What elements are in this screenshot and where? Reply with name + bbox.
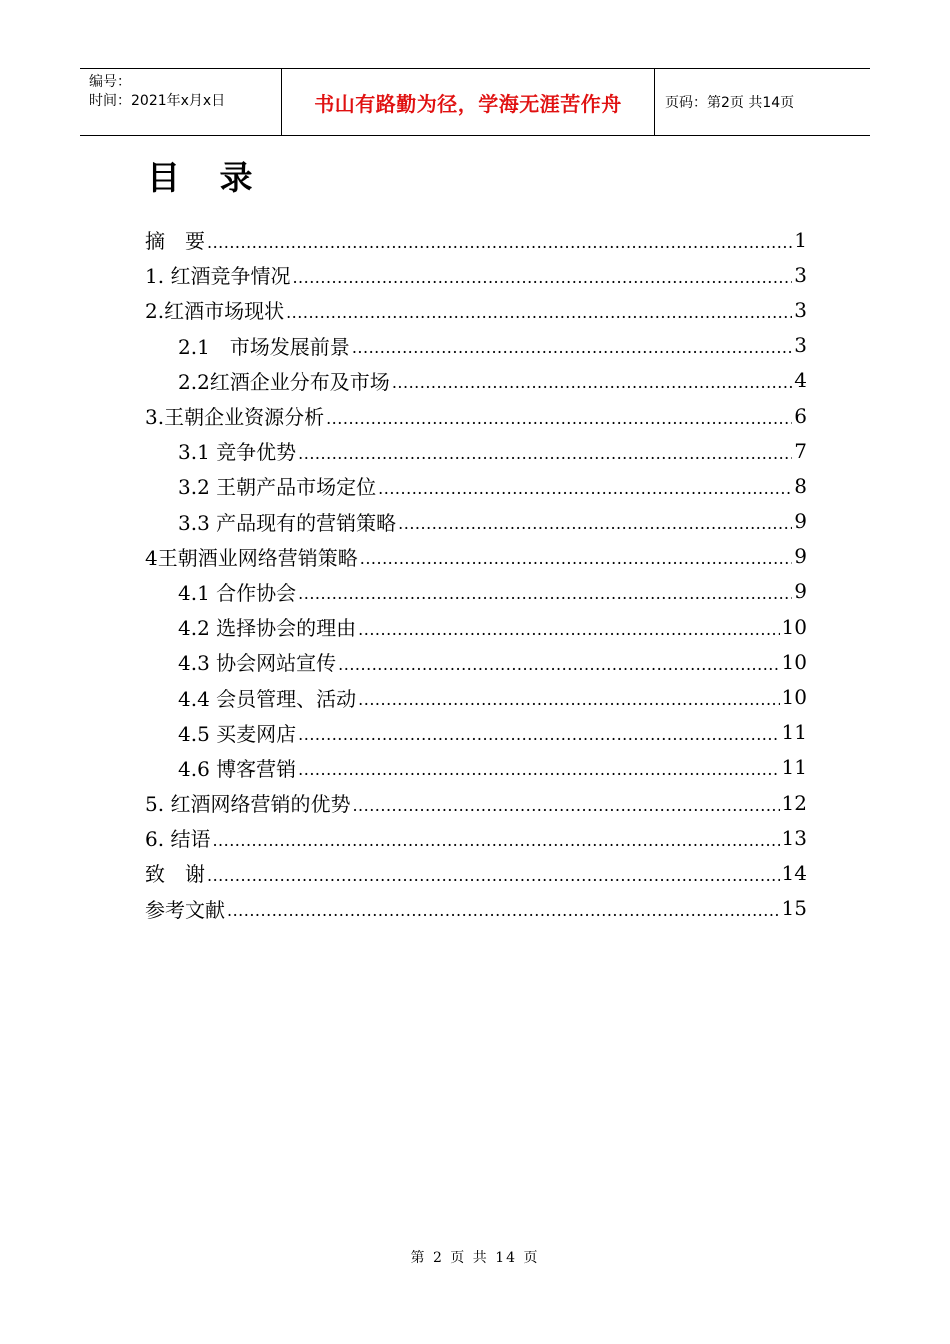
- toc-entry-page: 7: [794, 438, 807, 463]
- toc-entry-acknowledgements[interactable]: [145, 855, 807, 890]
- toc-entry-page: 12: [781, 790, 807, 815]
- toc-entry-label: 6. 结语: [145, 827, 211, 852]
- toc-entry-5[interactable]: [145, 785, 807, 820]
- toc-entry-page: 11: [781, 755, 807, 780]
- toc-leader-dots: [227, 898, 780, 918]
- toc-entry-label: 4.2 选择协会的理由: [178, 616, 357, 641]
- toc-entry-page: 10: [781, 614, 807, 639]
- toc-entry-label: 1. 红酒竞争情况: [145, 264, 291, 289]
- toc-leader-dots: [298, 441, 792, 461]
- toc-entry-4-3[interactable]: [145, 644, 807, 679]
- toc-leader-dots: [207, 863, 780, 883]
- toc-leader-dots: [338, 652, 779, 672]
- toc-entry-page: 10: [781, 649, 807, 674]
- toc-entry-page: 3: [794, 333, 807, 358]
- toc-entry-3-1[interactable]: [145, 433, 807, 468]
- page-footer: 第 2 页 共 14 页: [410, 1250, 540, 1266]
- toc-leader-dots: [212, 828, 779, 848]
- toc-leader-dots: [352, 335, 792, 355]
- document-number-label: 编号：: [89, 74, 131, 90]
- toc-leader-dots: [358, 687, 779, 707]
- toc-leader-dots: [286, 300, 792, 320]
- toc-entry-label: 4.1 合作协会: [178, 580, 297, 605]
- toc-entry-label: 3.2 王朝产品市场定位: [178, 475, 377, 500]
- toc-leader-dots: [352, 793, 779, 813]
- toc-entry-label: 5. 红酒网络营销的优势: [145, 792, 351, 817]
- toc-entry-page: 6: [794, 403, 807, 428]
- toc-entry-label: 4王朝酒业网络营销策略: [145, 545, 358, 570]
- toc-entry-2-2[interactable]: [145, 363, 807, 398]
- toc-entry-3-2[interactable]: [145, 468, 807, 503]
- header-page-info: 页码：第2页 共14页: [665, 95, 795, 111]
- toc-entry-6[interactable]: [145, 820, 807, 855]
- toc-entry-1[interactable]: [145, 257, 807, 292]
- toc-entry-references[interactable]: [145, 891, 807, 926]
- toc-entry-page: 8: [794, 473, 807, 498]
- toc-entry-label: 4.3 协会网站宣传: [178, 651, 337, 676]
- toc-entry-page: 11: [781, 720, 807, 745]
- toc-entry-page: 4: [794, 368, 807, 393]
- toc-entry-label: 2.红酒市场现状: [145, 299, 285, 324]
- toc-entry-label: 3.1 竞争优势: [178, 440, 297, 465]
- toc-entry-4-5[interactable]: [145, 715, 807, 750]
- toc-entry-page: 1: [794, 227, 807, 252]
- toc-leader-dots: [398, 511, 792, 531]
- toc-entry-label: 2.2红酒企业分布及市场: [178, 369, 390, 394]
- toc-entry-2[interactable]: [145, 292, 807, 327]
- toc-entry-abstract[interactable]: [145, 222, 807, 257]
- toc-entry-3-3[interactable]: [145, 504, 807, 539]
- toc-entry-4[interactable]: [145, 539, 807, 574]
- toc-entry-page: 14: [781, 860, 807, 885]
- toc-title: 目 录: [147, 158, 267, 197]
- toc-entry-4-1[interactable]: [145, 574, 807, 609]
- toc-entry-4-6[interactable]: [145, 750, 807, 785]
- toc-entry-page: 10: [781, 685, 807, 710]
- toc-entry-label: 摘 要: [145, 229, 205, 254]
- toc-entry-label: 4.5 买麦网店: [178, 721, 297, 746]
- toc-entry-page: 9: [794, 509, 807, 534]
- toc-leader-dots: [326, 406, 792, 426]
- toc-leader-dots: [292, 265, 792, 285]
- toc-entry-label: 2.1 市场发展前景: [178, 334, 350, 359]
- toc-entry-3[interactable]: [145, 398, 807, 433]
- table-of-contents: [145, 222, 807, 926]
- toc-entry-4-2[interactable]: [145, 609, 807, 644]
- toc-entry-page: 9: [794, 579, 807, 604]
- toc-entry-label: 致 谢: [145, 862, 205, 887]
- header-motto: 书山有路勤为径，学海无涯苦作舟: [282, 69, 655, 135]
- toc-entry-label: 4.4 会员管理、活动: [178, 686, 357, 711]
- toc-entry-2-1[interactable]: [145, 328, 807, 363]
- toc-entry-page: 3: [794, 297, 807, 322]
- toc-entry-4-4[interactable]: [145, 679, 807, 714]
- toc-entry-page: 13: [781, 825, 807, 850]
- toc-leader-dots: [298, 757, 779, 777]
- toc-leader-dots: [360, 546, 793, 566]
- toc-entry-label: 参考文献: [145, 897, 225, 922]
- toc-entry-label: 4.6 博客营销: [178, 756, 297, 781]
- toc-leader-dots: [207, 230, 792, 250]
- toc-leader-dots: [298, 722, 779, 742]
- header-meta: [80, 69, 282, 135]
- toc-leader-dots: [298, 581, 792, 601]
- toc-entry-label: 3.3 产品现有的营销策略: [178, 510, 397, 535]
- toc-entry-page: 15: [781, 896, 807, 921]
- document-time-label: 时间：2021年x月x日: [89, 93, 226, 109]
- toc-leader-dots: [378, 476, 792, 496]
- page-header: [80, 68, 870, 136]
- toc-leader-dots: [358, 617, 779, 637]
- toc-leader-dots: [392, 370, 792, 390]
- toc-entry-page: 3: [794, 262, 807, 287]
- toc-entry-page: 9: [794, 544, 807, 569]
- toc-entry-label: 3.王朝企业资源分析: [145, 405, 325, 430]
